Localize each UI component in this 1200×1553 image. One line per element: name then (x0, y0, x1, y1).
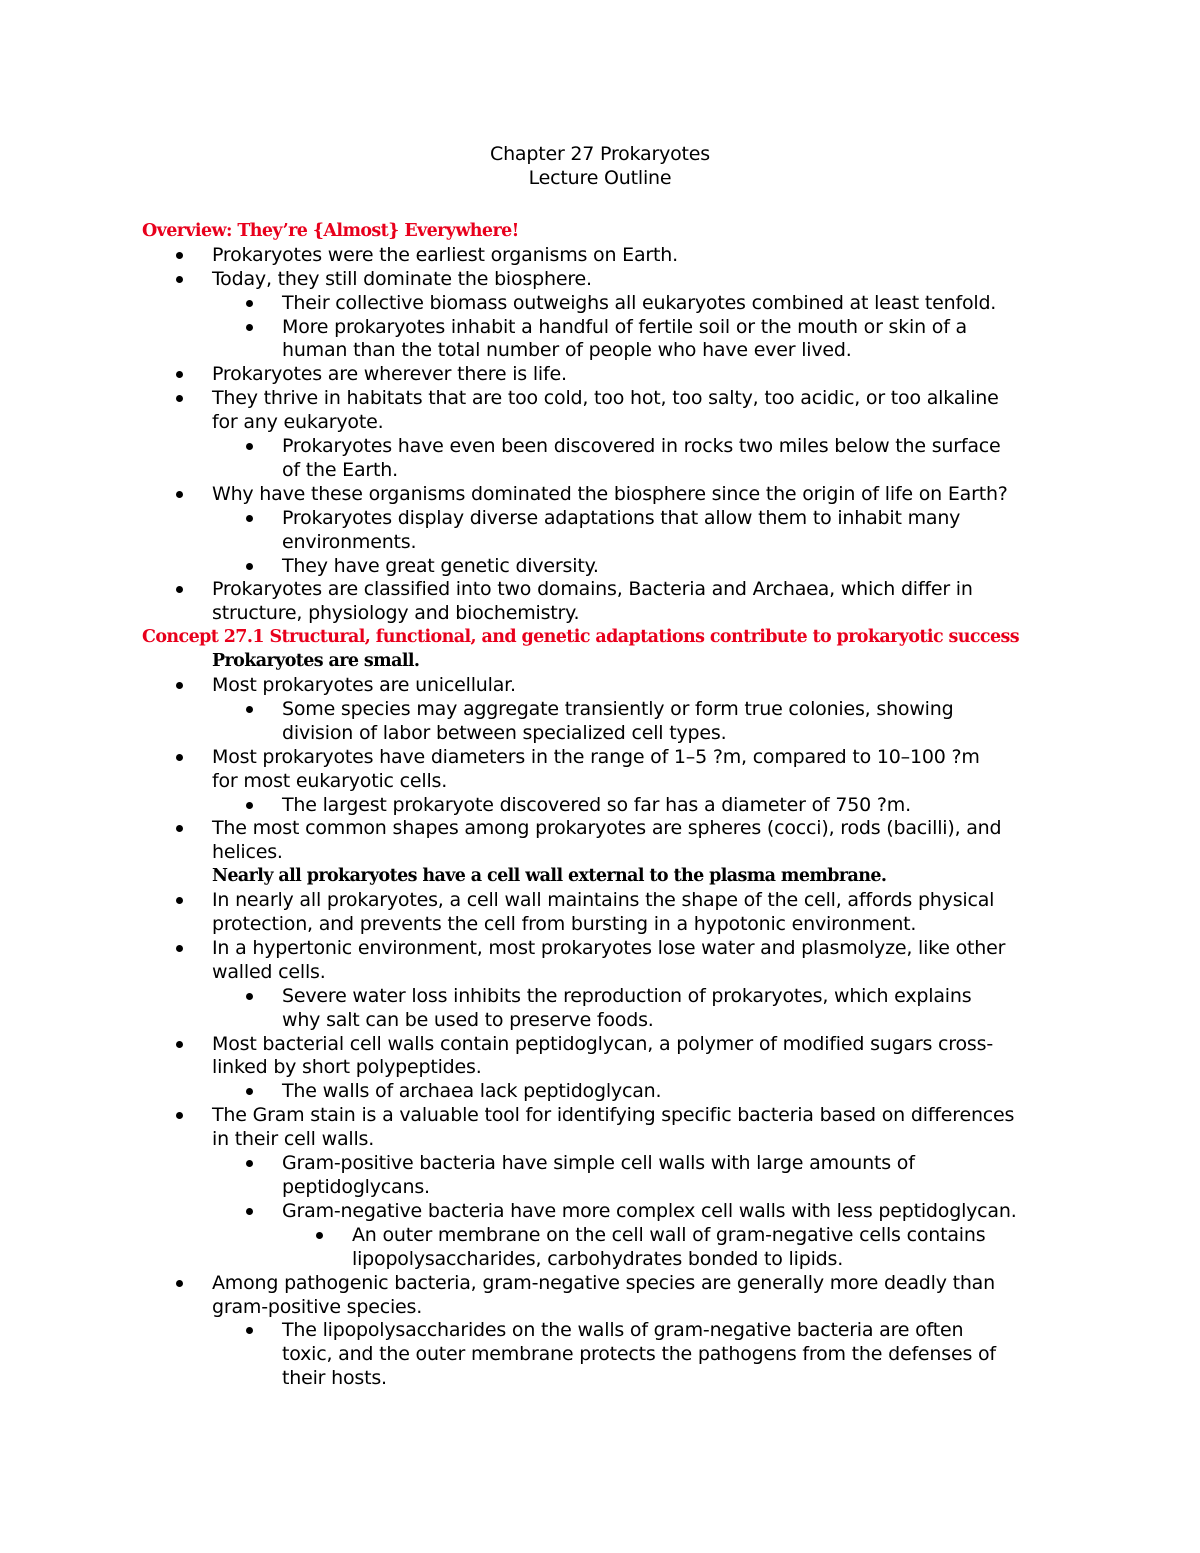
bullet-text: More prokaryotes inhabit a handful of fertile soil or the mouth or skin of a (282, 316, 967, 338)
bullet-icon (246, 1327, 253, 1334)
bullet-text: The most common shapes among prokaryotes are spheres (cocci), rods (bacilli), and (212, 817, 1002, 839)
bullet-icon (176, 682, 183, 689)
bullet-icon (246, 515, 253, 522)
bullet-icon (176, 1280, 183, 1287)
bullet-text: why salt can be used to preserve foods. (282, 1009, 654, 1031)
bullet-text: The walls of archaea lack peptidoglycan. (282, 1080, 662, 1102)
section-heading: Concept 27.1 Structural, functional, and genetic adaptations contribute to prokaryotic success (142, 627, 1020, 647)
bullet-text: human than the total number of people who have ever lived. (282, 339, 852, 361)
bullet-text: Severe water loss inhibits the reproduction of prokaryotes, which explains (282, 985, 972, 1007)
bullet-text: walled cells. (212, 961, 326, 983)
bullet-text: linked by short polypeptides. (212, 1056, 482, 1078)
bullet-text: An outer membrane on the cell wall of gram-negative cells contains (352, 1224, 986, 1246)
bullet-icon (176, 1112, 183, 1119)
bullet-text: Why have these organisms dominated the biosphere since the origin of life on Earth? (212, 483, 1008, 505)
bullet-icon (246, 1160, 253, 1167)
bullet-text: They thrive in habitats that are too cold, too hot, too salty, too acidic, or too alkaline (212, 387, 999, 409)
bullet-text: gram-positive species. (212, 1296, 423, 1318)
bullet-text: Their collective biomass outweighs all eukaryotes combined at least tenfold. (282, 292, 997, 314)
bullet-icon (176, 252, 183, 259)
bullet-icon (176, 395, 183, 402)
bullet-icon (316, 1232, 323, 1239)
bullet-text: lipopolysaccharides, carbohydrates bonded to lipids. (352, 1248, 844, 1270)
bullet-icon (246, 443, 253, 450)
bullet-icon (176, 276, 183, 283)
bullet-icon (176, 897, 183, 904)
bullet-icon (246, 324, 253, 331)
bullet-text: in their cell walls. (212, 1128, 375, 1150)
bullet-text: toxic, and the outer membrane protects the pathogens from the defenses of (282, 1343, 996, 1365)
bullet-text: division of labor between specialized cell types. (282, 722, 727, 744)
bullet-text: The Gram stain is a valuable tool for identifying specific bacteria based on differences (212, 1104, 1015, 1126)
bullet-text: They have great genetic diversity. (282, 555, 599, 577)
bullet-text: for most eukaryotic cells. (212, 770, 448, 792)
bullet-text: environments. (282, 531, 417, 553)
bullet-text: Most bacterial cell walls contain peptidoglycan, a polymer of modified sugars cross- (212, 1033, 993, 1055)
bullet-text: The lipopolysaccharides on the walls of gram-negative bacteria are often (282, 1319, 964, 1341)
document-title: Chapter 27 Prokaryotes (490, 143, 710, 165)
bullet-icon (176, 491, 183, 498)
bullet-text: The largest prokaryote discovered so far has a diameter of 750 ?m. (282, 794, 911, 816)
subheading: Nearly all prokaryotes have a cell wall external to the plasma membrane. (212, 866, 887, 886)
bullet-icon (246, 993, 253, 1000)
bullet-text: peptidoglycans. (282, 1176, 430, 1198)
bullet-icon (176, 1041, 183, 1048)
bullet-text: Prokaryotes are wherever there is life. (212, 363, 567, 385)
bullet-icon (246, 300, 253, 307)
bullet-text: Most prokaryotes have diameters in the range of 1–5 ?m, compared to 10–100 ?m (212, 746, 980, 768)
bullet-text: helices. (212, 841, 283, 863)
bullet-text: protection, and prevents the cell from bursting in a hypotonic environment. (212, 913, 917, 935)
bullet-icon (176, 371, 183, 378)
bullet-text: In a hypertonic environment, most prokaryotes lose water and plasmolyze, like other (212, 937, 1006, 959)
bullet-text: for any eukaryote. (212, 411, 384, 433)
bullet-text: Prokaryotes display diverse adaptations that allow them to inhabit many (282, 507, 961, 529)
section-heading: Overview: They’re {Almost} Everywhere! (142, 221, 519, 241)
bullet-text: Among pathogenic bacteria, gram-negative species are generally more deadly than (212, 1272, 995, 1294)
bullet-icon (246, 802, 253, 809)
bullet-icon (246, 1208, 253, 1215)
bullet-icon (176, 586, 183, 593)
bullet-icon (176, 754, 183, 761)
bullet-text: Prokaryotes were the earliest organisms on Earth. (212, 244, 678, 266)
subheading: Prokaryotes are small. (212, 651, 420, 671)
bullet-icon (246, 706, 253, 713)
document-subtitle: Lecture Outline (528, 167, 672, 189)
bullet-text: structure, physiology and biochemistry. (212, 602, 580, 624)
bullet-text: their hosts. (282, 1367, 387, 1389)
bullet-text: Gram-negative bacteria have more complex cell walls with less peptidoglycan. (282, 1200, 1017, 1222)
bullet-icon (176, 945, 183, 952)
bullet-text: Some species may aggregate transiently or form true colonies, showing (282, 698, 954, 720)
bullet-text: In nearly all prokaryotes, a cell wall maintains the shape of the cell, affords physical (212, 889, 995, 911)
bullet-icon (246, 1088, 253, 1095)
bullet-text: Gram-positive bacteria have simple cell walls with large amounts of (282, 1152, 915, 1174)
bullet-icon (176, 825, 183, 832)
bullet-icon (246, 563, 253, 570)
bullet-text: Most prokaryotes are unicellular. (212, 674, 516, 696)
bullet-text: Prokaryotes have even been discovered in rocks two miles below the surface (282, 435, 1001, 457)
bullet-text: of the Earth. (282, 459, 398, 481)
bullet-text: Today, they still dominate the biosphere. (212, 268, 592, 290)
bullet-text: Prokaryotes are classified into two domains, Bacteria and Archaea, which differ in (212, 578, 973, 600)
